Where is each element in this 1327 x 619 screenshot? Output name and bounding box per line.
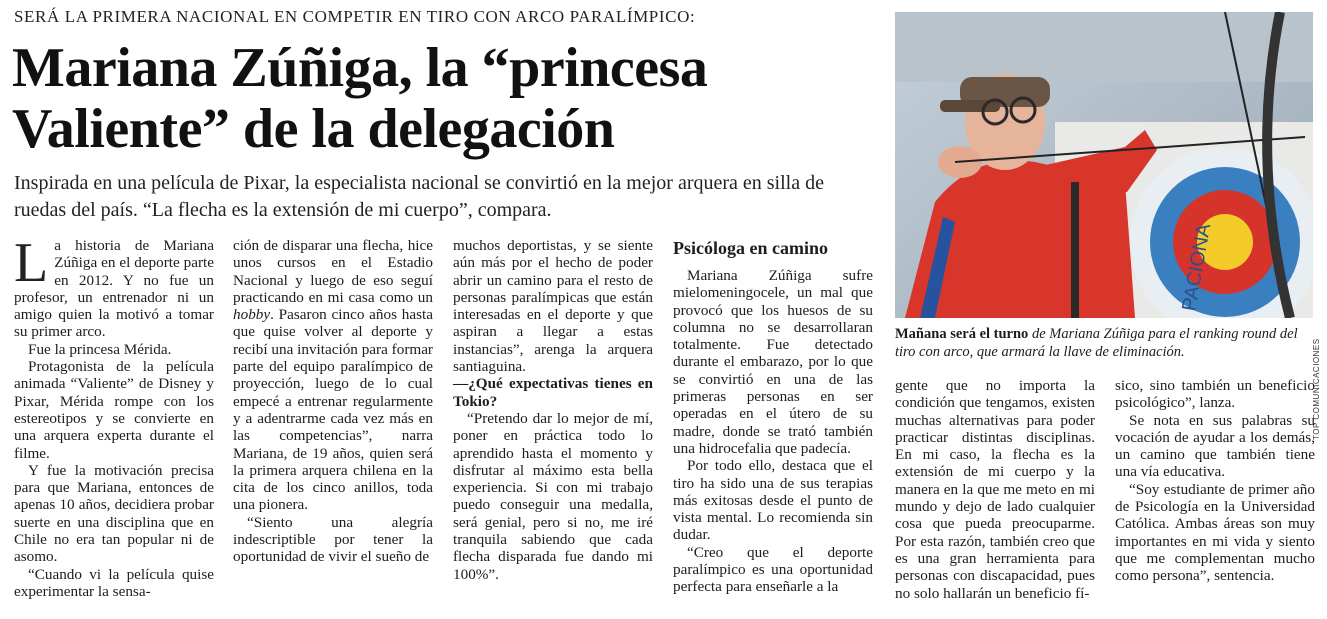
archer-illustration bbox=[895, 12, 1313, 318]
caption-text: de Mariana Zúñiga para el ranking round del tiro con arco, que armará la llave de eliminación. bbox=[895, 326, 1298, 360]
paragraph: gente que no importa la condición que tengamos, existen muchas alternativas para poder practicar distintas disciplinas. En mi caso, la flecha es la extensión de mi cuerpo y la manera en la que me meto en mi mundo y dejo de lado cualquier cosa que pueda preocuparme. Por esta razón, también creo que es una gran herramienta para personas con discapacidad, pues no solo hallarán un beneficio fí- bbox=[895, 377, 1095, 602]
caption-lead: Mañana será el turno bbox=[895, 326, 1029, 342]
article-column-2 bbox=[233, 237, 433, 566]
paragraph: Se nota en sus palabras su vocación de ayudar a los demás, un camino que también tiene una vía educativa. bbox=[1115, 411, 1315, 481]
target-text: PACIONA bbox=[1178, 221, 1216, 313]
paragraph: Fue la princesa Mérida. bbox=[28, 340, 172, 358]
emphasis: hobby bbox=[233, 306, 271, 324]
paragraph: “Pretendo dar lo mejor de mí, poner en práctica todo lo aprendido hasta el momento y disfrutar al máximo esta bella experiencia. Si con mi trabajo puedo conseguir una medalla, será genial, pero si no, me iré tranquila sabiendo que cada flecha disparada fue dando mi 100%”. bbox=[453, 409, 653, 583]
paragraph: muchos deportistas, y se siente aún más por el hecho de poder abrir un camino para el resto de personas paralímpicas que están interesadas en el deporte y que aspiran a llegar a estas instancias”, arenga la arquera santiaguina. bbox=[453, 237, 653, 376]
kicker: SERÁ LA PRIMERA NACIONAL EN COMPETIR EN TIRO CON ARCO PARALÍMPICO: bbox=[14, 7, 696, 26]
subhead: Psicóloga en camino bbox=[673, 238, 828, 258]
photo-credit: TOP COMUNICACIONES bbox=[1312, 338, 1321, 440]
article-column-6 bbox=[1115, 377, 1315, 585]
paragraph: “Siento una alegría indescriptible por tener la oportunidad de vivir el sueño de bbox=[233, 513, 433, 566]
interview-question: —¿Qué expectativas tienes en Tokio? bbox=[453, 375, 653, 410]
archer-photo bbox=[895, 12, 1313, 318]
article-column-4 bbox=[673, 237, 873, 596]
article-column-5 bbox=[895, 377, 1095, 602]
paragraph: “Soy estudiante de primer año de Psicología en la Universidad Católica. Ambas áreas son muy importantes en mi vida y siento que me complementan mucho como persona”, sentencia. bbox=[1115, 480, 1315, 585]
drop-cap: L bbox=[14, 232, 49, 294]
wheelchair-frame bbox=[1071, 182, 1079, 318]
article-column-3 bbox=[453, 237, 653, 583]
paragraph-text: . Pasaron cinco años hasta que quise volver al deporte y recibí una invitación para formar parte del equipo paralímpico de proyección, luego de lo cual empecé a entrenar regularmente y a adentrarme cada vez más en las competencias”, narra Mariana, de 19 años, quien será la primera arquera chilena en la cita de los cinco anillos, toda una pionera. bbox=[233, 306, 433, 514]
paragraph-text: ción de disparar una flecha, hice unos cursos en el Estadio Nacional y luego de eso seguí practicando en mi casa como un bbox=[233, 237, 433, 306]
paragraph: sico, sino también un beneficio psicológico”, lanza. bbox=[1115, 377, 1315, 412]
paragraph: Protagonista de la película animada “Valiente” de Disney y Pixar, Mérida rompe con los estereotipos y se convierte en una arquera experta durante el filme. bbox=[14, 358, 214, 462]
paragraph-text: a historia de Mariana Zúñiga en el deporte parte en 2012. Y no fue un profesor, un entrenador ni un amigo quien la motivó a tomar su primer arco. bbox=[14, 237, 214, 341]
paragraph: Mariana Zúñiga sufre mielomeningocele, un mal que provocó que los huesos de su columna no se desarrollaran totalmente. Fue detectado durante el embarazo, por lo que se convirtió en una de las primeras personas en ser operadas en el útero de su madre, donde se trató también una hidrocefalia que padecía. bbox=[673, 267, 873, 457]
photo-sky bbox=[895, 12, 1313, 82]
headline-line-2: Valiente” de la delegación bbox=[12, 98, 615, 160]
paragraph bbox=[14, 232, 214, 341]
paragraph: “Cuando vi la película quise experimentar la sensa- bbox=[14, 565, 214, 600]
paragraph: “Creo que el deporte paralímpico es una oportunidad perfecta para enseñarle a la bbox=[673, 543, 873, 596]
headline bbox=[12, 38, 872, 160]
article-column-1 bbox=[14, 232, 214, 600]
paragraph: Y fue la motivación precisa para que Mariana, entonces de apenas 10 años, decidiera probar suerte en una disciplina que en Chile no era tan popular ni de asomo. bbox=[14, 461, 214, 566]
paragraph bbox=[233, 237, 433, 514]
deck: Inspirada en una película de Pixar, la especialista nacional se convirtió en la mejor arquera en silla de ruedas del país. “La flecha es la extensión de mi cuerpo”, compara. bbox=[14, 172, 824, 221]
photo-caption bbox=[895, 325, 1313, 361]
headline-line-1: Mariana Zúñiga, la “princesa bbox=[12, 37, 708, 99]
paragraph: Por todo ello, destaca que el tiro ha sido una de sus terapias más exitosas desde el punto de vista mental. Lo recomienda sin dudar. bbox=[673, 457, 873, 544]
